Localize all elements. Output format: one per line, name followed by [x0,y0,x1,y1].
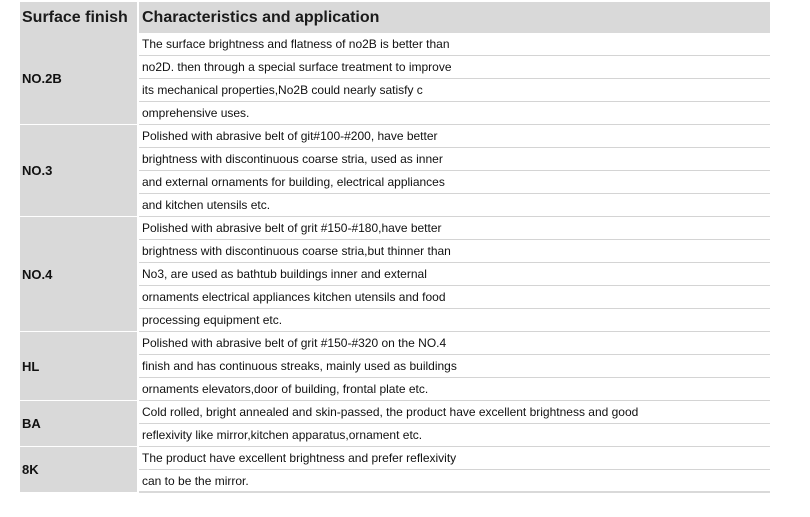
table-row [20,401,770,447]
description-line: The surface brightness and flatness of no2B is better than [139,33,770,56]
finish-label: 8K [20,447,139,493]
description-line: Polished with abrasive belt of git#100-#200, have better [139,125,770,148]
description-line: Cold rolled, bright annealed and skin-passed, the product have excellent brightness and good [139,401,770,424]
description-line: ornaments elevators,door of building, frontal plate etc. [139,378,770,401]
description-line: brightness with discontinuous coarse stria, used as inner [139,148,770,171]
description-line: omprehensive uses. [139,102,770,125]
finish-label: HL [20,332,139,401]
finish-label: NO.3 [20,125,139,217]
finish-description [139,447,770,493]
description-line: finish and has continuous streaks, mainly used as buildings [139,355,770,378]
description-line: ornaments electrical appliances kitchen utensils and food [139,286,770,309]
description-line: can to be the mirror. [139,470,770,493]
finish-label: NO.2B [20,33,139,125]
finish-description [139,332,770,401]
table-row [20,447,770,493]
header-characteristics: Characteristics and application [139,2,770,33]
description-line: its mechanical properties,No2B could nearly satisfy c [139,79,770,102]
description-line: processing equipment etc. [139,309,770,332]
table-row [20,125,770,217]
description-line: and external ornaments for building, electrical appliances [139,171,770,194]
description-line: brightness with discontinuous coarse stria,but thinner than [139,240,770,263]
table-row [20,332,770,401]
table-row [20,217,770,332]
description-line: Polished with abrasive belt of grit #150-#180,have better [139,217,770,240]
table-body [20,33,770,493]
description-line: The product have excellent brightness and prefer reflexivity [139,447,770,470]
surface-finish-table [20,2,770,493]
finish-description [139,33,770,125]
table-header [20,2,770,33]
table-row [20,33,770,125]
description-line: no2D. then through a special surface treatment to improve [139,56,770,79]
finish-description [139,125,770,217]
description-line: reflexivity like mirror,kitchen apparatus,ornament etc. [139,424,770,447]
finish-label: BA [20,401,139,447]
description-line: Polished with abrasive belt of grit #150-#320 on the NO.4 [139,332,770,355]
finish-description [139,401,770,447]
description-line: No3, are used as bathtub buildings inner and external [139,263,770,286]
description-line: and kitchen utensils etc. [139,194,770,217]
finish-description [139,217,770,332]
header-surface-finish: Surface finish [20,2,139,33]
finish-label: NO.4 [20,217,139,332]
